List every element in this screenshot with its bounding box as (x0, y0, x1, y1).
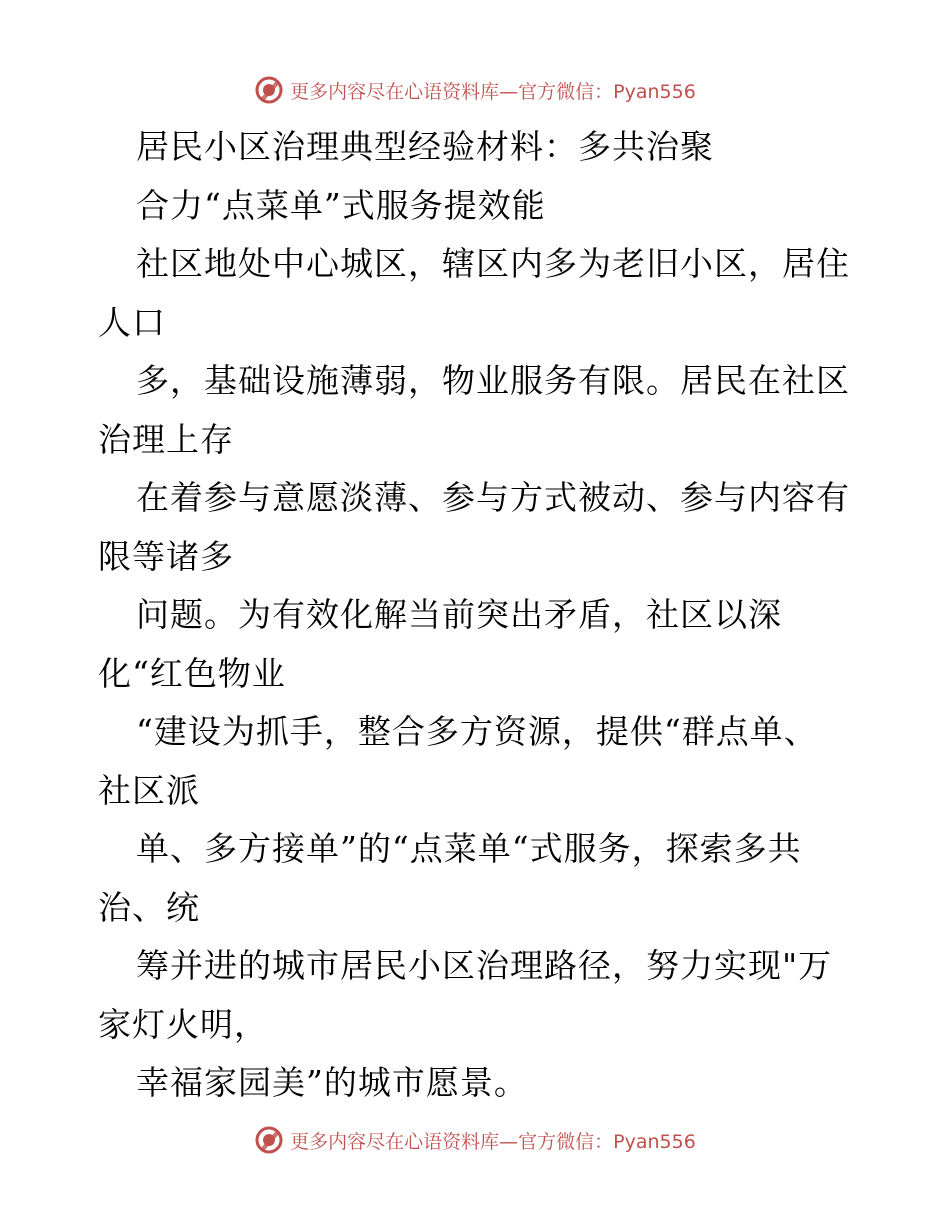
header-watermark-banner (0, 70, 950, 110)
footer-watermark-banner (0, 1120, 950, 1160)
paragraph-line: 问题。为有效化解当前突出矛盾，社区以深 (136, 595, 782, 634)
paragraph-line: 化“红色物业 (98, 653, 286, 693)
paragraph-line: 治理上存 (98, 419, 234, 459)
paragraph-line: “建设为抓手，整合多方资源，提供“群点单、 (136, 712, 818, 751)
pen-logo-icon (254, 1125, 284, 1155)
paragraph-line: 多，基础设施薄弱，物业服务有限。居民在社区 (136, 361, 850, 400)
document-body (98, 118, 858, 1113)
pen-logo-icon (254, 75, 284, 105)
footer-watermark-text: 更多内容尽在心语资料库—官方微信：Pyan556 (290, 1130, 696, 1153)
paragraph-line: 家灯火明， (98, 1004, 268, 1044)
paragraph-line: 筹并进的城市居民小区治理路径，努力实现"万 (136, 946, 833, 985)
document-title-line-1: 居民小区治理典型经验材料：多共治聚 (136, 127, 714, 166)
paragraph-line: 单、多方接单”的“点菜单“式服务，探索多共 (136, 829, 802, 868)
paragraph-line: 限等诸多 (98, 536, 234, 576)
header-watermark-text: 更多内容尽在心语资料库—官方微信：Pyan556 (290, 80, 696, 103)
document-title-line-2: 合力“点菜单”式服务提效能 (136, 185, 546, 225)
paragraph-line: 治、统 (98, 887, 200, 927)
paragraph-line: 在着参与意愿淡薄、参与方式被动、参与内容有 (136, 478, 850, 517)
paragraph-line: 社区地处中心城区，辖区内多为老旧小区，居住 (136, 244, 850, 283)
paragraph-line: 人口 (98, 302, 166, 342)
paragraph-line: 幸福家园美”的城市愿景。 (136, 1063, 528, 1102)
paragraph-line: 社区派 (98, 770, 200, 810)
